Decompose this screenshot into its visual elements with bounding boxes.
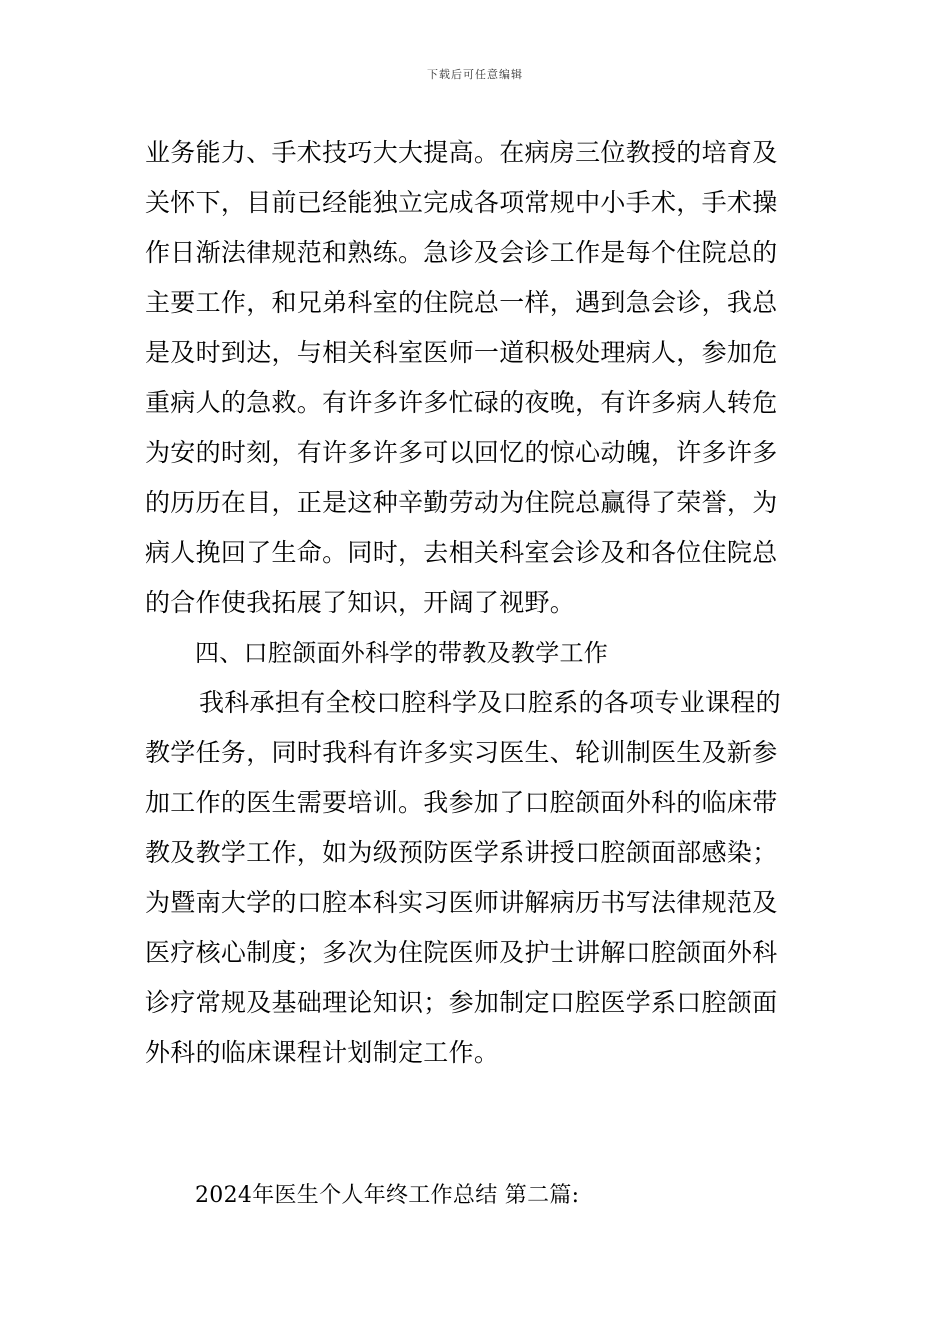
body-line: 作日渐法律规范和熟练。急诊及会诊工作是每个住院总的 bbox=[145, 238, 778, 267]
para2-line: 医疗核心制度；多次为住院医师及护士讲解口腔颌面外科 bbox=[145, 938, 778, 967]
body-line: 业务能力、手术技巧大大提高。在病房三位教授的培育及 bbox=[145, 138, 778, 167]
body-line: 为安的时刻，有许多许多可以回忆的惊心动魄，许多许多 bbox=[145, 438, 778, 467]
para2-line: 教学任务，同时我科有许多实习医生、轮训制医生及新参 bbox=[145, 738, 778, 767]
section-heading: 四、口腔颌面外科学的带教及教学工作 bbox=[195, 639, 609, 667]
body-line: 的合作使我拓展了知识，开阔了视野。 bbox=[145, 588, 576, 617]
header-note: 下载后可任意编辑 bbox=[427, 68, 523, 81]
body-line: 主要工作，和兄弟科室的住院总一样，遇到急会诊，我总 bbox=[145, 288, 778, 317]
para2-line: 外科的临床课程计划制定工作。 bbox=[145, 1038, 500, 1067]
document-body bbox=[145, 128, 810, 1078]
para2-line: 为暨南大学的口腔本科实习医师讲解病历书写法律规范及 bbox=[145, 888, 778, 917]
body-line: 重病人的急救。有许多许多忙碌的夜晚，有许多病人转危 bbox=[145, 388, 778, 417]
body-line: 关怀下，目前已经能独立完成各项常规中小手术，手术操 bbox=[145, 188, 778, 217]
body-line: 的历历在目，正是这种辛勤劳动为住院总赢得了荣誉，为 bbox=[145, 488, 778, 517]
para2-line: 诊疗常规及基础理论知识；参加制定口腔医学系口腔颌面 bbox=[145, 988, 778, 1017]
body-line: 病人挽回了生命。同时，去相关科室会诊及和各位住院总 bbox=[145, 538, 778, 567]
para2-line: 加工作的医生需要培训。我参加了口腔颌面外科的临床带 bbox=[145, 788, 778, 817]
second-article-title: 2024年医生个人年终工作总结 第二篇: bbox=[195, 1183, 580, 1208]
body-line: 是及时到达，与相关科室医师一道积极处理病人，参加危 bbox=[145, 338, 778, 367]
para2-line: 教及教学工作，如为级预防医学系讲授口腔颌面部感染； bbox=[145, 838, 778, 867]
para2-line: 我科承担有全校口腔科学及口腔系的各项专业课程的 bbox=[199, 688, 781, 717]
